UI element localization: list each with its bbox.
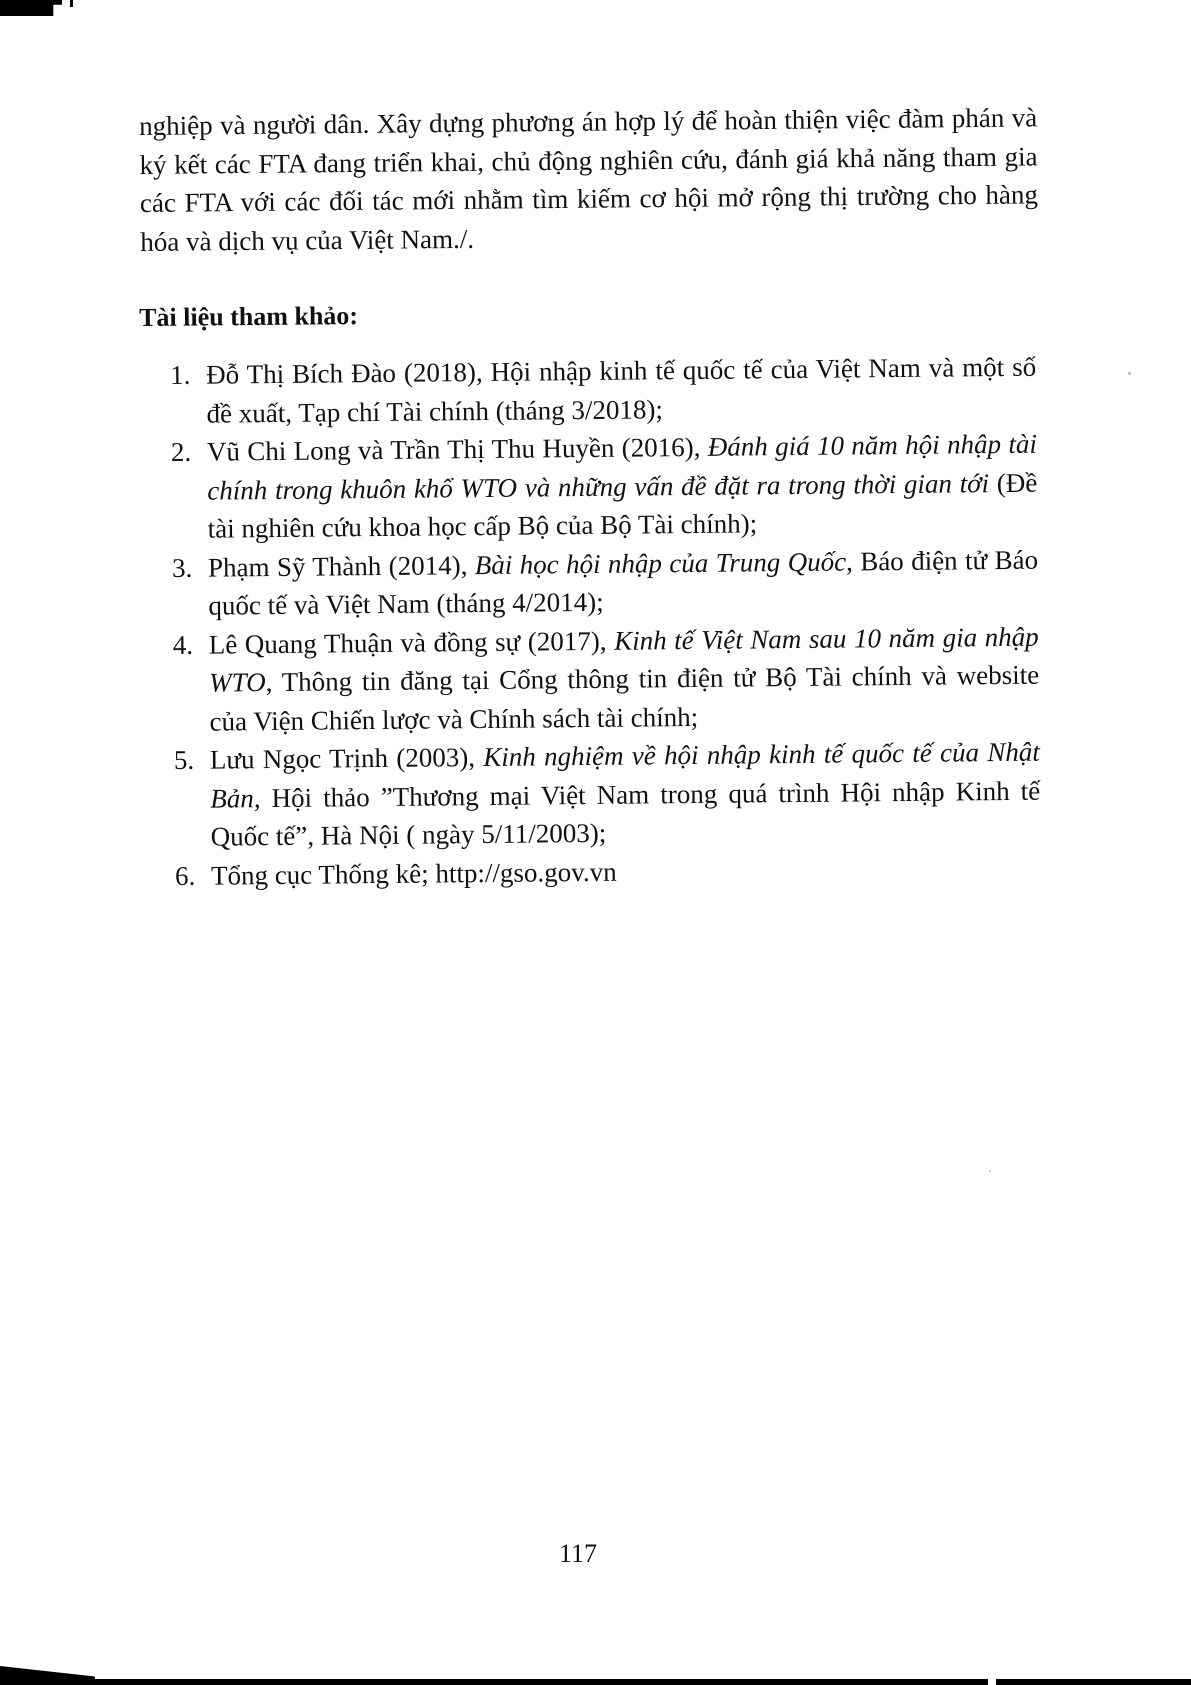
reference-number: 2. [170, 436, 192, 467]
reference-item-4 [173, 617, 1040, 741]
reference-item-5 [174, 733, 1041, 857]
reference-source: , Thông tin đăng tại Cổng thông tin điện tử Bộ Tài chính và website của Viện Chiến lược và Chính sách tài chính; [209, 659, 1040, 737]
references-list [170, 348, 1041, 895]
reference-text: Tổng cục Thống kê; http://gso.gov.vn [210, 856, 617, 891]
reference-title: Kinh tế Việt Nam sau 10 năm gia nhập WTO [208, 621, 1039, 698]
reference-author: Lê Quang Thuận và đồng sự (2017), [208, 625, 615, 660]
reference-number: 1. [170, 359, 191, 390]
reference-number: 6. [174, 860, 196, 891]
scan-bottom-edge-gap [988, 1678, 996, 1685]
page-number: 117 [559, 1539, 598, 1568]
reference-number: 4. [172, 629, 194, 660]
scan-corner-notch-top [70, 0, 73, 7]
reference-item-6 [175, 848, 1041, 895]
reference-item-3 [172, 540, 1039, 625]
reference-number: 3. [171, 552, 193, 583]
reference-source: Hội thảo ”Thương mại Việt Nam trong quá trình Hội nhập Kinh tế Quốc tế”, Hà Nội ( ngày 5/11/2003); [210, 775, 1041, 852]
reference-source: , Báo điện tử Báo quốc tế và Việt Nam (tháng 4/2014); [208, 544, 1039, 621]
reference-title: Bài học hội nhập của Trung Quốc [474, 546, 847, 580]
scan-corner-mark-top [0, 0, 62, 16]
reference-title: Kinh nghiệm về hội nhập kinh tế quốc tế của Nhật Bản, [210, 736, 1040, 814]
reference-author: Phạm Sỹ Thành (2014), [207, 549, 475, 583]
reference-source: (Đề tài nghiên cứu khoa học cấp Bộ của Bộ Tài chính); [207, 467, 1038, 544]
scan-speck [1128, 372, 1131, 375]
reference-title: Đánh giá 10 năm hội nhập tài chính trong khuôn khổ WTO và những vấn đề đặt ra trong thời gian tới [207, 428, 1038, 506]
reference-number: 5. [173, 744, 195, 775]
reference-item-1 [170, 348, 1037, 433]
reference-text: Đỗ Thị Bích Đào (2018), Hội nhập kinh tế quốc tế của Việt Nam và một số đề xuất, Tạp chí Tài chính (tháng 3/2018); [206, 351, 1037, 429]
scan-bottom-edge [0, 1679, 1191, 1685]
references-heading: Tài liệu tham khảo: [139, 301, 359, 332]
reference-item-2 [171, 425, 1038, 549]
reference-author: Lưu Ngọc Trịnh (2003), [209, 742, 484, 775]
continuation-paragraph: nghiệp và người dân. Xây dựng phương án hợp lý để hoàn thiện việc đàm phán và ký kết các FTA đang triển khai, chủ động nghiên cứu, đánh giá khả năng tham gia các FTA với các đối tác mới nhằm tìm kiếm cơ hội mở rộng thị trường cho hàng hóa và dịch vụ của Việt Nam./. [139, 102, 1039, 257]
scan-speck [989, 1170, 991, 1172]
reference-author: Vũ Chi Long và Trần Thị Thu Huyền (2016), [206, 431, 708, 467]
